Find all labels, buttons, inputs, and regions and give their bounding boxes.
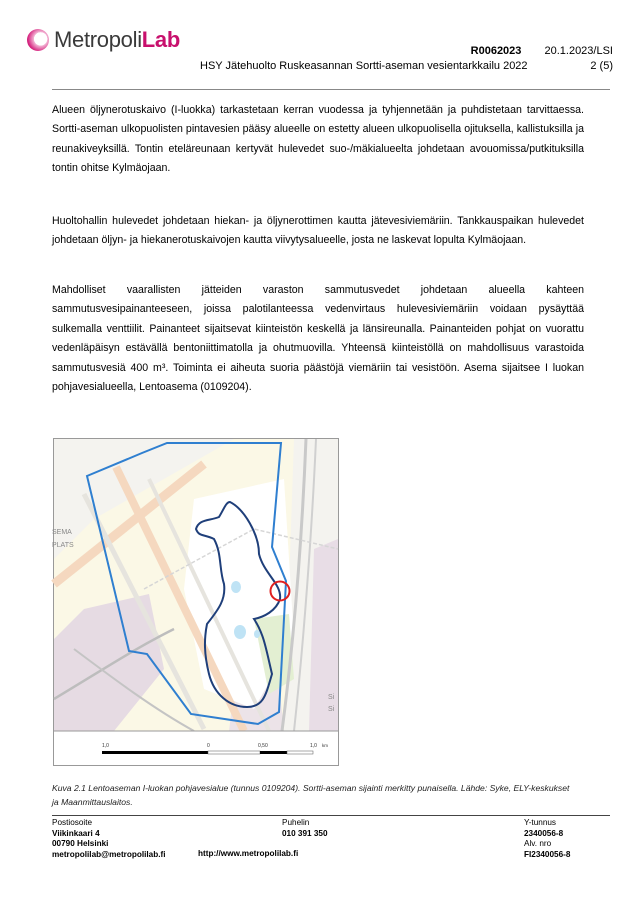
header-title-row: [200, 60, 613, 72]
scale-bar-black-2: [260, 751, 287, 754]
email-link[interactable]: metropolilab@metropolilab.fi: [52, 849, 166, 859]
logo-mark-icon: [27, 29, 49, 51]
footer-divider: [52, 815, 610, 816]
footer-company-ids: [524, 818, 570, 860]
scale-strip: [54, 731, 338, 765]
map-label-plats: PLATS: [52, 542, 74, 549]
map-label-si-1: Si: [328, 694, 335, 701]
report-code: R0062023: [470, 45, 522, 57]
header-meta: [471, 45, 613, 57]
map-label-si-2: Si: [328, 706, 335, 713]
logo-text-accent: Lab: [141, 27, 181, 52]
paragraph-1: Alueen öljynerotuskaivo (I-luokka) tarkastetaan kerran vuodessa ja tyhjennetään ja puhdistetaan tarvittaessa. Sortti-aseman ulkopuolisten pintavesien pääsy alueelle on estetty alueen ulkopuolisella ojituksella, kallistuksilla ja reunakiveyksillä. Tontin eteläreunaan kertyvät hulevedet suo-/mäkialueelta johdetaan avouomissa/putkituksilla tontin ohitse Kylmäojaan.: [52, 104, 584, 175]
report-title: HSY Jätehuolto Ruskeasannan Sortti-aseman vesientarkkailu 2022: [200, 60, 528, 72]
city-address: 00790 Helsinki: [52, 839, 109, 849]
website-link[interactable]: http://www.metropolilab.fi: [198, 849, 299, 858]
scale-bar-black-1: [102, 751, 208, 754]
pond-1: [231, 581, 241, 593]
company-logo: [27, 26, 180, 54]
scale-label-zero: 0: [207, 743, 210, 749]
page-number: 2 (5): [590, 60, 613, 72]
street-address: Viikinkaari 4: [52, 828, 100, 838]
alv-label: Alv. nro: [524, 839, 552, 849]
scale-label-left: 1,0: [102, 743, 109, 749]
scale-bar-white-2: [287, 751, 313, 754]
paragraph-2: Huoltohallin hulevedet johdetaan hiekan- ja öljynerottimen kautta jätevesiviemäriin. Tankkauspaikan hulevedet johdetaan öljyn- ja hiekanerotuskaivojen kautta viivytysalueelle, josta ne laskevat lopulta Kylmäojaan.: [52, 215, 584, 247]
ytunnus-label: Y-tunnus: [524, 818, 557, 827]
scale-bar-white-1: [208, 751, 260, 754]
pond-3: [254, 630, 260, 638]
paragraph-3: Mahdolliset vaarallisten jätteiden varaston sammutusvedet johdetaan alueella kahteen sammutusvesipainanteeseen, joissa palotilanteessa vedenvirtaus hulevesiviemäriin voidaan pysäyttää sulkemalla venttiilit. Painanteet sijaitsevat kiinteistön keskellä ja länsireunalla. Painanteiden pohjat on vuorattu vedenläpäisyn estävällä bentoniittimatolla ja ohutmuovilla. Yhteensä kiinteistöllä on mahdollisuus varastoida sammutusvesiä 400 m³. Toiminta ei aiheuta suoria päästöjä viemäriin tai vesistöön. Asema sijaitsee I luokan pohjavesialueella, Lentoasema (0109204).: [52, 284, 584, 394]
alv-value: FI2340056-8: [524, 849, 571, 859]
scale-label-mid: 0,50: [258, 743, 268, 749]
postal-label: Postiosoite: [52, 818, 93, 827]
phone-label: Puhelin: [282, 818, 310, 827]
phone-number: 010 391 350: [282, 828, 328, 838]
pond-2: [234, 625, 246, 639]
groundwater-area-map: [53, 438, 339, 766]
map-label-sema: SEMA: [52, 529, 72, 536]
scale-label-right: 1,0: [310, 743, 317, 749]
logo-text-main: Metropoli: [54, 27, 142, 52]
ytunnus-value: 2340056-8: [524, 828, 564, 838]
map-svg: [54, 439, 338, 765]
report-date: 20.1.2023/LSI: [544, 45, 613, 57]
footer-address: [52, 818, 166, 860]
footer-phone: [282, 818, 328, 839]
scale-unit: km: [322, 743, 328, 748]
header-divider: [52, 89, 610, 90]
figure-caption: Kuva 2.1 Lentoaseman I-luokan pohjavesialue (tunnus 0109204). Sortti-aseman sijainti merkitty punaisella. Lähde: Syke, ELY-keskukset ja Maanmittauslaitos.: [52, 783, 570, 807]
